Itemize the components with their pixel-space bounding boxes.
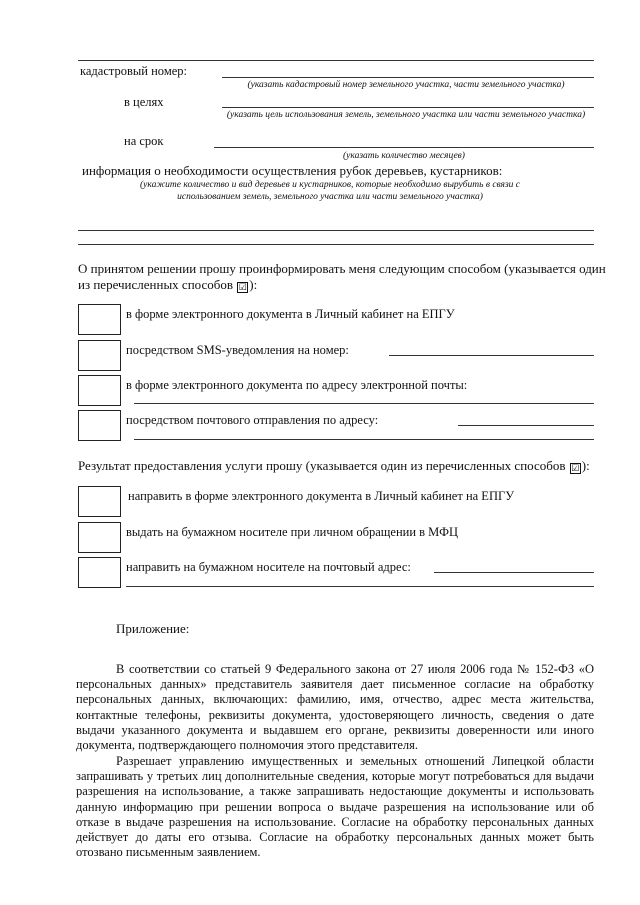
- notify-intro-text: из перечисленных способов: [78, 277, 234, 292]
- notify-checkbox-email[interactable]: [78, 375, 121, 406]
- result-option-post: направить на бумажном носителе на почтовый адрес:: [126, 560, 411, 574]
- checkbox-checked-icon: ☑: [238, 282, 247, 292]
- result-checkbox-post[interactable]: [78, 557, 121, 588]
- cutting-label: информация о необходимости осуществления рубок деревьев, кустарников:: [82, 163, 503, 178]
- result-option-epgu: направить в форме электронного документа в Личный кабинет на ЕПГУ: [128, 489, 515, 503]
- notify-option-sms: посредством SMS-уведомления на номер:: [126, 343, 349, 357]
- term-label: на срок: [124, 134, 164, 148]
- cutting-line-2[interactable]: [78, 244, 594, 245]
- result-intro: [78, 458, 590, 473]
- consent-paragraph-1: В соответствии со статьей 9 Федерального закона от 27 июля 2006 года № 152-ФЗ «О персональных данных» представитель заявителя дает письменное согласие на обработку персональных данных, включающих: фамилию, имя, отчество, адрес места жительства, контактные телефоны, реквизиты документа, удостоверяющего личность, сведения о дате выдачи указанного документа и выдавшем его органе, реквизиты доверенности или иного документа, подтверждающего полномочия этого представителя.: [76, 662, 594, 753]
- sms-number-line[interactable]: [389, 355, 594, 356]
- cadastral-line[interactable]: [222, 77, 594, 78]
- notify-option-post: посредством почтового отправления по адресу:: [126, 413, 379, 427]
- purpose-label: в целях: [124, 95, 164, 109]
- purpose-hint: (указать цель использования земель, земельного участка или части земельного участка): [226, 110, 586, 120]
- post-address-line-1[interactable]: [458, 425, 594, 426]
- consent-paragraph-2: Разрешает управлению имущественных и земельных отношений Липецкой области запрашивать у третьих лиц дополнительные сведения, которые могут потребоваться для выдачи разрешения на использование, а также запрашивать недостающие документы и использовать данную информацию при решении вопроса о выдаче разрешения на использование или об отказе в выдаче разрешения на использование. Согласие на обработку персональных данных действует до даты его отзыва. Согласие на обработку персональных данных может быть отозвано письменным заявлением.: [76, 754, 594, 860]
- email-line[interactable]: [134, 403, 594, 404]
- notify-checkbox-sms[interactable]: [78, 340, 121, 371]
- cutting-hint: (укажите количество и вид деревьев и кустарников, которые необходимо вырубить в связи с использованием земель, земельного участка или части земельного участка): [139, 180, 521, 202]
- notify-intro-line2: [78, 277, 257, 292]
- post-address-line-2[interactable]: [134, 439, 594, 440]
- purpose-line[interactable]: [222, 107, 594, 108]
- result-checkbox-mfc[interactable]: [78, 522, 121, 553]
- result-intro-text: Результат предоставления услуги прошу (указывается один из перечисленных способов: [78, 458, 566, 473]
- term-line[interactable]: [214, 147, 594, 148]
- top-line: [78, 60, 594, 61]
- cadastral-label: кадастровый номер:: [80, 64, 188, 78]
- cadastral-hint: (указать кадастровый номер земельного участка, части земельного участка): [247, 80, 565, 90]
- notify-option-email: в форме электронного документа по адресу электронной почты:: [126, 378, 468, 392]
- result-post-address-line-1[interactable]: [434, 572, 594, 573]
- checkbox-checked-icon: ☑: [571, 463, 580, 473]
- notify-checkbox-post[interactable]: [78, 410, 121, 441]
- notify-checkbox-epgu[interactable]: [78, 304, 121, 335]
- notify-intro-end: ):: [249, 277, 258, 292]
- result-intro-end: ):: [581, 458, 590, 473]
- result-option-mfc: выдать на бумажном носителе при личном обращении в МФЦ: [126, 525, 459, 539]
- notify-intro-line1: О принятом решении прошу проинформировать меня следующим способом (указывается один: [78, 261, 606, 276]
- result-post-address-line-2[interactable]: [126, 586, 594, 587]
- cutting-line-1[interactable]: [78, 230, 594, 231]
- attachment-label: Приложение:: [116, 621, 190, 636]
- result-checkbox-epgu[interactable]: [78, 486, 121, 517]
- notify-option-epgu: в форме электронного документа в Личный кабинет на ЕПГУ: [126, 307, 455, 321]
- term-hint: (указать количество месяцев): [343, 151, 465, 161]
